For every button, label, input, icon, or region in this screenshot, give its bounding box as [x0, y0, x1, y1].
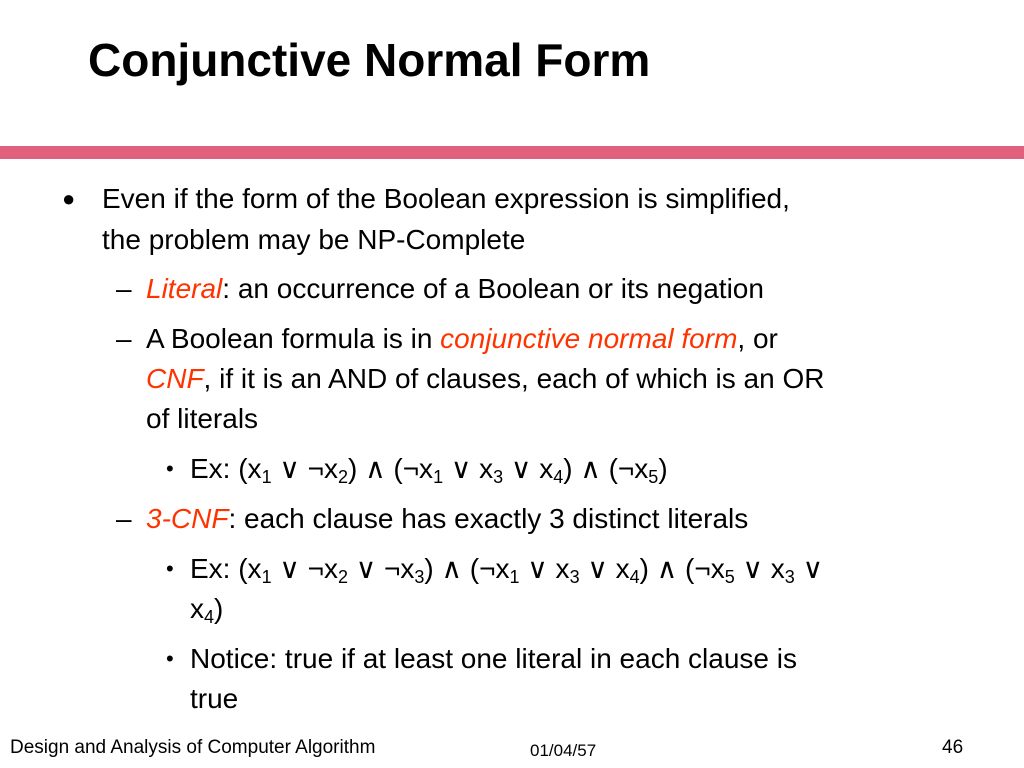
subscript: 3: [414, 567, 425, 587]
subscript: 1: [261, 467, 272, 487]
formula-part: ) ∧ (¬x: [424, 553, 510, 584]
formula-part: ): [214, 593, 224, 624]
formula-part: ∨ x: [734, 553, 785, 584]
subscript: 3: [784, 567, 795, 587]
formula-part: ∨ x: [519, 553, 570, 584]
literal-term: Literal: [146, 273, 223, 304]
three-cnf-term: 3-CNF: [146, 503, 229, 534]
literal-definition: [146, 273, 764, 305]
formula-part: ∨ ¬x: [271, 553, 338, 584]
formula-part: (x: [238, 553, 262, 584]
bullet-text-line2: the problem may be NP-Complete: [102, 224, 526, 255]
cnf-text: , or: [737, 323, 778, 354]
formula-part: (x: [238, 453, 262, 484]
subscript: 4: [204, 607, 215, 627]
formula-part: ∨ x: [579, 553, 630, 584]
formula-part: ∨: [794, 553, 824, 584]
sub-bullet-icon: •: [166, 556, 174, 581]
dash-icon: –: [116, 323, 132, 354]
subscript: 5: [724, 567, 735, 587]
cnf-line1: [146, 323, 778, 355]
subscript: 5: [648, 467, 659, 487]
subscript: 1: [509, 567, 520, 587]
notice-line2: true: [190, 683, 239, 714]
subscript: 2: [337, 567, 348, 587]
formula-part: ) ∧ (¬x: [563, 453, 649, 484]
cnf-line3: of literals: [146, 403, 259, 434]
formula-part: ∨ x: [503, 453, 554, 484]
cnf-text: , if it is an AND of clauses, each of which is an OR: [203, 363, 825, 394]
formula-part: ): [658, 453, 668, 484]
subscript: 1: [433, 467, 444, 487]
footer-date: 01/04/57: [530, 741, 597, 760]
subscript: 4: [553, 467, 564, 487]
sub-bullet-icon: •: [166, 456, 174, 481]
bullet-text-line1: Even if the form of the Boolean expression is simplified,: [102, 183, 790, 214]
example-formula-1: [190, 453, 668, 485]
cnf-abbrev: CNF: [146, 363, 204, 394]
subscript: 1: [261, 567, 272, 587]
cnf-text: A Boolean formula is in: [146, 323, 441, 354]
three-cnf-text: : each clause has exactly 3 distinct literals: [228, 503, 749, 534]
example-label: Ex:: [190, 453, 239, 484]
three-cnf-definition: [146, 503, 748, 535]
notice-line1: Notice: true if at least one literal in each clause is: [190, 643, 797, 674]
subscript: 4: [629, 567, 640, 587]
formula-part: ∨ x: [443, 453, 494, 484]
footer-course: Design and Analysis of Computer Algorithm: [10, 737, 376, 758]
subscript: 3: [493, 467, 504, 487]
formula-part: ) ∧ (¬x: [639, 553, 725, 584]
subscript: 2: [337, 467, 348, 487]
cnf-term: conjunctive normal form: [440, 323, 738, 354]
footer-page-number: 46: [942, 737, 964, 758]
literal-text: : an occurrence of a Boolean or its negation: [222, 273, 764, 304]
example-formula-2: [190, 553, 823, 585]
example-label: Ex:: [190, 553, 239, 584]
slide-title: Conjunctive Normal Form: [88, 34, 651, 86]
example-formula-2-line2: [190, 593, 223, 625]
formula-part: ∨ ¬x: [348, 553, 415, 584]
subscript: 3: [569, 567, 580, 587]
sub-bullet-icon: •: [166, 646, 174, 671]
dash-icon: –: [116, 273, 132, 304]
formula-part: ) ∧ (¬x: [348, 453, 434, 484]
cnf-line2: [146, 363, 824, 395]
formula-part: ∨ ¬x: [271, 453, 338, 484]
dash-icon: –: [116, 503, 132, 534]
formula-part: x: [190, 593, 204, 624]
bullet-icon: ●: [62, 186, 76, 211]
